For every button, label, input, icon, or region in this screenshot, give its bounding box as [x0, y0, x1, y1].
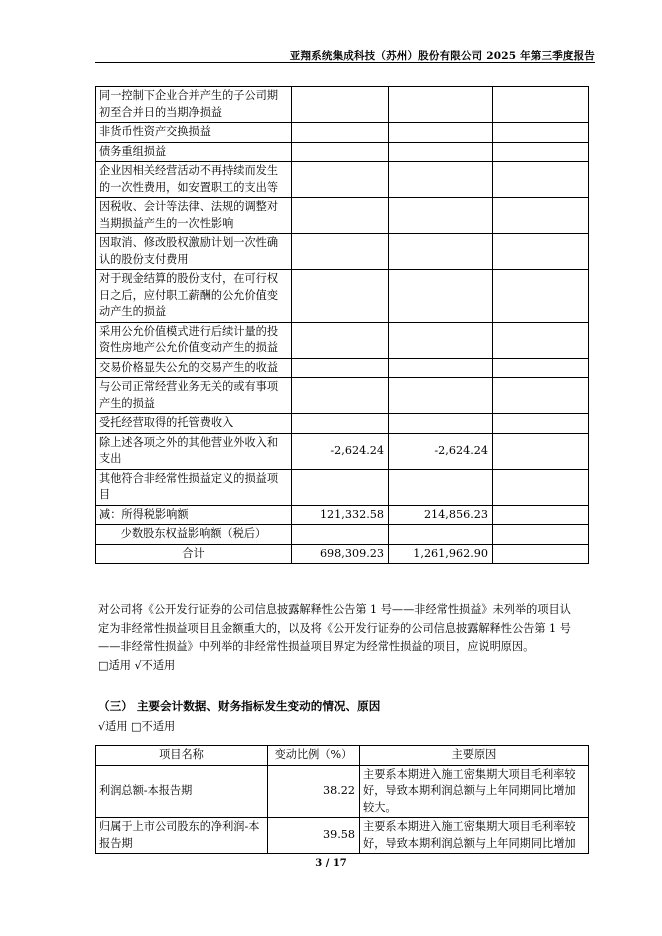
- row-label: 少数股东权益影响额（税后）: [96, 525, 292, 545]
- table-row: [96, 198, 589, 234]
- row-label: 企业因相关经营活动不再持续而发生的一次性费用，如安置职工的支出等: [96, 162, 292, 198]
- row-note: [493, 378, 589, 414]
- header-main-reason: 主要原因: [360, 746, 589, 766]
- row-label: 因取消、修改股权激励计划一次性确认的股份支付费用: [96, 234, 292, 270]
- main-reason: 主要系本期进入施工密集期大项目毛利率较好，导致本期利润总额与上年同期同比增加: [360, 818, 589, 854]
- table-row: [96, 469, 589, 505]
- row-note: [493, 234, 589, 270]
- table-row: [96, 414, 589, 434]
- current-period-amount: 698,309.23: [292, 544, 389, 564]
- section-heading: （三） 主要会计数据、财务指标发生变动的情况、原因: [98, 699, 381, 713]
- ytd-amount: 214,856.23: [389, 505, 493, 525]
- row-note: [493, 322, 589, 358]
- table-row: [96, 544, 589, 564]
- item-name: 利润总额-本报告期: [96, 765, 268, 818]
- item-name: 归属于上市公司股东的净利润-本报告期: [96, 818, 268, 854]
- row-note: [493, 198, 589, 234]
- current-period-amount: 121,332.58: [292, 505, 389, 525]
- current-period-amount: [292, 469, 389, 505]
- row-note: [493, 87, 589, 123]
- row-label: 受托经营取得的托管费收入: [96, 414, 292, 434]
- current-period-amount: [292, 270, 389, 323]
- table-row: [96, 818, 589, 854]
- current-period-amount: [292, 87, 389, 123]
- ytd-amount: -2,624.24: [389, 433, 493, 469]
- row-label: 采用公允价值模式进行后续计量的投资性房地产公允价值变动产生的损益: [96, 322, 292, 358]
- row-label: 非货币性资产交换损益: [96, 123, 292, 143]
- header-item-name: 项目名称: [96, 746, 268, 766]
- ytd-amount: [389, 469, 493, 505]
- current-period-amount: [292, 123, 389, 143]
- row-label: 同一控制下企业合并产生的子公司期初至合并日的当期净损益: [96, 87, 292, 123]
- header-change-ratio: 变动比例（%）: [268, 746, 360, 766]
- ytd-amount: [389, 378, 493, 414]
- table-row: [96, 142, 589, 162]
- ytd-amount: [389, 358, 493, 378]
- key-data-changes-table: [95, 745, 589, 854]
- section-applicability-options: √适用 □不适用: [98, 720, 176, 733]
- table-row: [96, 234, 589, 270]
- row-note: [493, 123, 589, 143]
- row-note: [493, 270, 589, 323]
- page-number: 3 / 17: [315, 858, 347, 869]
- header-divider: [95, 62, 595, 63]
- row-note: [493, 525, 589, 545]
- row-label: 其他符合非经常性损益定义的损益项目: [96, 469, 292, 505]
- main-reason: 主要系本期进入施工密集期大项目毛利率较好，导致本期利润总额与上年同期同比增加较大。: [360, 765, 589, 818]
- table-row: [96, 322, 589, 358]
- current-period-amount: -2,624.24: [292, 433, 389, 469]
- ytd-amount: 1,261,962.90: [389, 544, 493, 564]
- explanation-line: 对公司将《公开发行证券的公司信息披露解释性公告第 1 号——非经常性损益》未列举的项目认: [98, 603, 571, 616]
- table-row: [96, 505, 589, 525]
- table-header-row: [96, 746, 589, 766]
- change-ratio: 38.22: [268, 765, 360, 818]
- ytd-amount: [389, 87, 493, 123]
- ytd-amount: [389, 234, 493, 270]
- row-note: [493, 505, 589, 525]
- ytd-amount: [389, 198, 493, 234]
- ytd-amount: [389, 414, 493, 434]
- row-label: 与公司正常经营业务无关的或有事项产生的损益: [96, 378, 292, 414]
- row-label: 对于现金结算的股份支付，在可行权日之后，应付职工薪酬的公允价值变动产生的损益: [96, 270, 292, 323]
- row-label: 因税收、会计等法律、法规的调整对当期损益产生的一次性影响: [96, 198, 292, 234]
- table-row: [96, 270, 589, 323]
- row-note: [493, 142, 589, 162]
- explanation-line: 定为非经常性损益项目且金额重大的，以及将《公开发行证券的公司信息披露解释性公告第 1 号: [98, 621, 571, 635]
- current-period-amount: [292, 525, 389, 545]
- current-period-amount: [292, 414, 389, 434]
- row-note: [493, 414, 589, 434]
- row-note: [493, 469, 589, 505]
- ytd-amount: [389, 270, 493, 323]
- table-row: [96, 378, 589, 414]
- table-row: [96, 87, 589, 123]
- ytd-amount: [389, 123, 493, 143]
- current-period-amount: [292, 322, 389, 358]
- current-period-amount: [292, 234, 389, 270]
- row-label: 除上述各项之外的其他营业外收入和支出: [96, 433, 292, 469]
- table-row: [96, 525, 589, 545]
- current-period-amount: [292, 358, 389, 378]
- row-note: [493, 544, 589, 564]
- ytd-amount: [389, 142, 493, 162]
- current-period-amount: [292, 198, 389, 234]
- table-row: [96, 358, 589, 378]
- row-label: 交易价格显失公允的交易产生的收益: [96, 358, 292, 378]
- ytd-amount: [389, 322, 493, 358]
- ytd-amount: [389, 525, 493, 545]
- row-label: 债务重组损益: [96, 142, 292, 162]
- applicability-options: □适用 √不适用: [98, 658, 176, 672]
- row-label: 合计: [96, 544, 292, 564]
- current-period-amount: [292, 162, 389, 198]
- explanation-paragraph: [98, 601, 590, 675]
- explanation-line: ——非经常性损益》中列举的非经常性损益项目界定为经常性损益的项目，应说明原因。: [98, 640, 535, 653]
- non-recurring-items-table: [95, 86, 589, 564]
- table-row: [96, 123, 589, 143]
- report-header: 亚翔系统集成科技（苏州）股份有限公司 2025 年第三季度报告: [289, 50, 595, 62]
- table-row: [96, 765, 589, 818]
- row-note: [493, 358, 589, 378]
- table-row: [96, 433, 589, 469]
- ytd-amount: [389, 162, 493, 198]
- current-period-amount: [292, 142, 389, 162]
- row-label: 减：所得税影响额: [96, 505, 292, 525]
- table-row: [96, 162, 589, 198]
- row-note: [493, 162, 589, 198]
- row-note: [493, 433, 589, 469]
- current-period-amount: [292, 378, 389, 414]
- change-ratio: 39.58: [268, 818, 360, 854]
